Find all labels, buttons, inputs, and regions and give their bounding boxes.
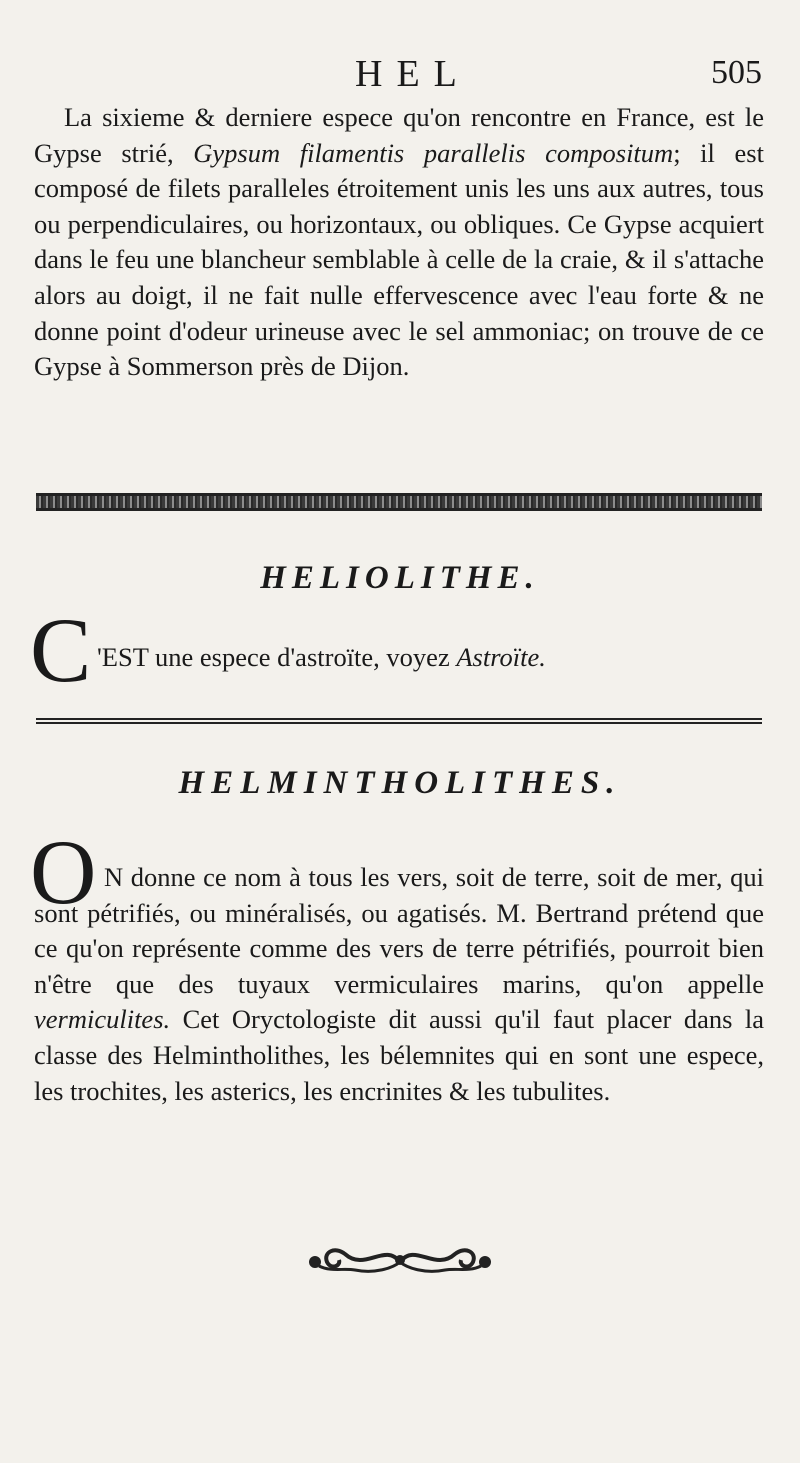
heliolithe-cross-reference: Astroïte. [456, 642, 546, 672]
running-head [0, 52, 800, 102]
gypse-paragraph [34, 100, 764, 385]
helmintholithes-text-b: Cet Oryctologiste dit aussi qu'il faut placer dans la classe des Helmintholithes, les bélemnites qui en sont une espece, les trochites, les asterics, les encrinites & les tubulites. [34, 1004, 764, 1106]
helmintholithes-entry [34, 860, 764, 1109]
gypse-body: ; il est composé de filets paralleles étroitement unis les uns aux autres, tous ou perpendiculaires, ou horizontaux, ou obliques. Ce Gypse acquiert dans le feu une blancheur semblable à celle de la craie, & il s'attache alors au doigt, il ne fait nulle effervescence avec l'eau forte & ne donne point d'odeur urineuse avec le sel ammoniac; on trouve de ce Gypse à Sommerson près de Dijon. [34, 137, 764, 382]
page-number: 505 [711, 54, 762, 91]
scroll-vignette-icon [305, 1232, 495, 1276]
running-title: HEL [355, 53, 471, 95]
helmintholithes-text-a: N donne ce nom à tous les vers, soit de terre, soit de mer, qui sont pétrifiés, ou minéralisés, ou agatisés. M. Bertrand prétend que ce qu'on représente comme des vers de terre pétrifiés, pourroit bien n'être que des tuyaux vermiculaires marins, qu'on appelle [34, 862, 764, 999]
helmintholithes-drop-cap: O [30, 821, 97, 923]
gypse-latin-name: Gypsum filamentis parallelis compositum [193, 137, 674, 168]
heliolithe-entry [97, 640, 757, 675]
heliolithe-heading: HELIOLITHE. [260, 560, 540, 596]
heliolithe-drop-cap: C [30, 599, 92, 701]
helmintholithes-term: vermiculites. [34, 1004, 171, 1035]
helmintholithes-heading: HELMINTHOLITHES. [178, 765, 622, 801]
section-divider-thin [36, 718, 762, 724]
heliolithe-text: 'EST une espece d'astroïte, voyez [97, 642, 457, 672]
gypse-lead: La sixieme & derniere espece qu'on rencontre en France, est le Gypse strié, [34, 102, 764, 168]
section-divider-thick [36, 493, 762, 511]
